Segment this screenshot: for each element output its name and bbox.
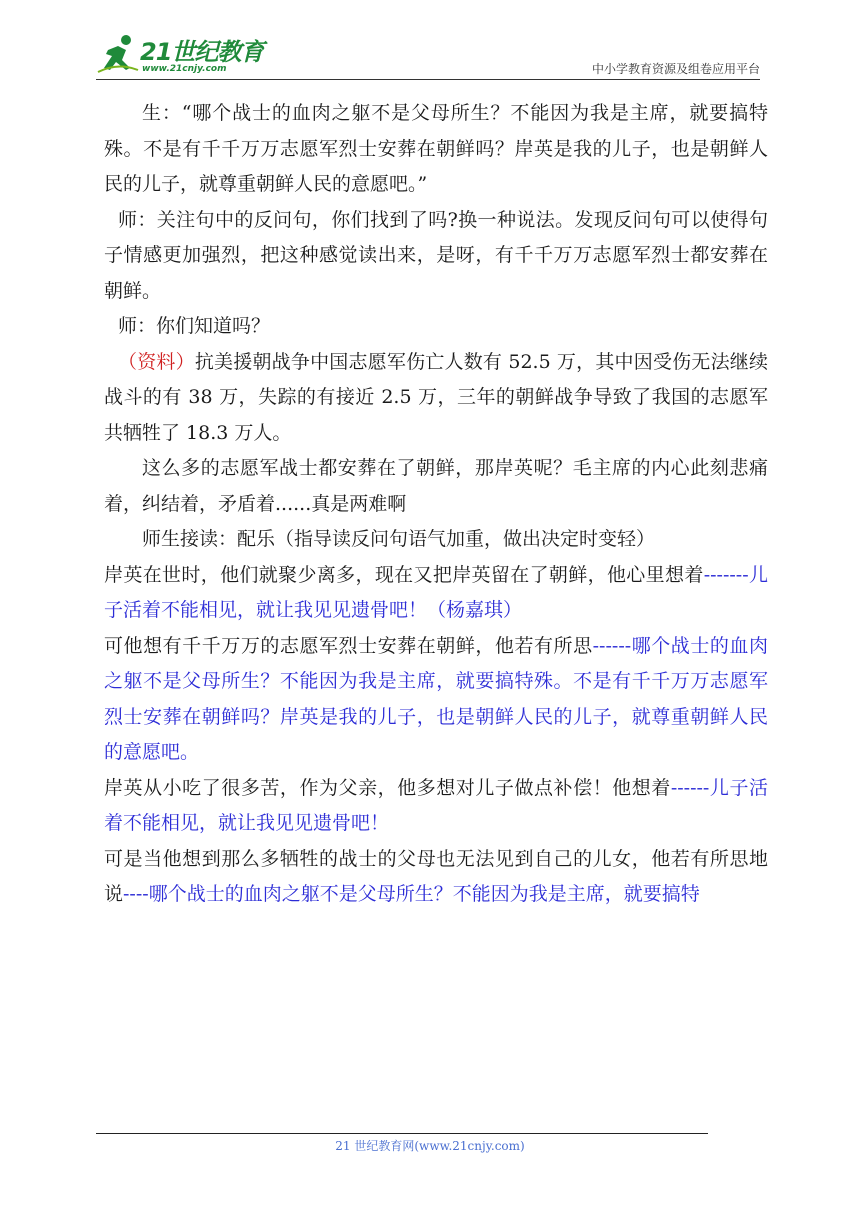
quote-text: ------儿子活着不能相见，就让我见见遗骨吧！ <box>104 776 768 834</box>
narration-text: 可他想有千千万万的志愿军烈士安葬在朝鲜，他若有所思 <box>104 634 593 657</box>
narration-text: 可是当他想到那么多牺牲的战士的父母也无法见到自己的儿女，他若有所思地说 <box>104 847 768 905</box>
document-body <box>104 96 768 913</box>
paragraph-reading-4 <box>104 842 768 913</box>
logo-text: 21世纪教育 <box>140 38 264 66</box>
narration-text: 岸英从小吃了很多苦，作为父亲，他多想对儿子做点补偿！他想着 <box>104 776 671 799</box>
logo-url: www.21cnjy.com <box>142 64 227 74</box>
paragraph-student-reading: 生：“哪个战士的血肉之躯不是父母所生？不能因为我是主席，就要搞特殊。不是有千千万万志愿军烈士安葬在朝鲜吗？岸英是我的儿子，也是朝鲜人民的儿子，就尊重朝鲜人民的意愿吧。” <box>104 102 768 195</box>
paragraph-reading-1 <box>104 558 768 629</box>
paragraph-reading-2 <box>104 629 768 771</box>
quote-text: ------哪个战士的血肉之躯不是父母所生？不能因为我是主席，就要搞特殊。不是有千千万万志愿军烈士安葬在朝鲜吗？岸英是我的儿子，也是朝鲜人民的儿子，就尊重朝鲜人民的意愿吧。 <box>104 634 768 763</box>
reference-label: （资料） <box>118 350 195 373</box>
header-divider <box>96 79 760 80</box>
page-footer: 21 世纪教育网(www.21cnjy.com) <box>335 1139 525 1153</box>
page-header <box>96 30 760 80</box>
paragraph-teacher-rhetorical: 师：关注句中的反问句，你们找到了吗?换一种说法。发现反问句可以使得句子情感更加强烈，把这种感觉读出来，是呀，有千千万万志愿军烈士都安葬在朝鲜。 <box>104 208 768 302</box>
paragraph-reference-data <box>104 345 768 452</box>
footer-divider <box>96 1133 708 1134</box>
paragraph-joint-reading: 师生接读：配乐（指导读反问句语气加重，做出决定时变轻） <box>142 528 656 550</box>
paragraph-reading-3 <box>104 771 768 842</box>
narration-text: 岸英在世时，他们就聚少离多，现在又把岸英留在了朝鲜，他心里想着 <box>104 563 704 586</box>
quote-text: -------儿子活着不能相见，就让我见见遗骨吧！（杨嘉琪） <box>104 563 768 621</box>
reference-text: 抗美援朝战争中国志愿军伤亡人数有 52.5 万，其中因受伤无法继续战斗的有 38 万，失踪的有接近 2.5 万，三年的朝鲜战争导致了我国的志愿军共牺牲了 18.3 万人。 <box>104 350 768 444</box>
paragraph-reflection: 这么多的志愿军战士都安葬在了朝鲜，那岸英呢？毛主席的内心此刻悲痛着，纠结着，矛盾着......真是两难啊 <box>104 457 768 515</box>
runner-logo-icon <box>96 32 140 76</box>
logo <box>96 30 266 80</box>
quote-text: ----哪个战士的血肉之躯不是父母所生？不能因为我是主席，就要搞特 <box>123 883 700 905</box>
paragraph-teacher-question: 师：你们知道吗？ <box>118 315 271 337</box>
header-platform-text: 中小学教育资源及组卷应用平台 <box>591 62 760 76</box>
